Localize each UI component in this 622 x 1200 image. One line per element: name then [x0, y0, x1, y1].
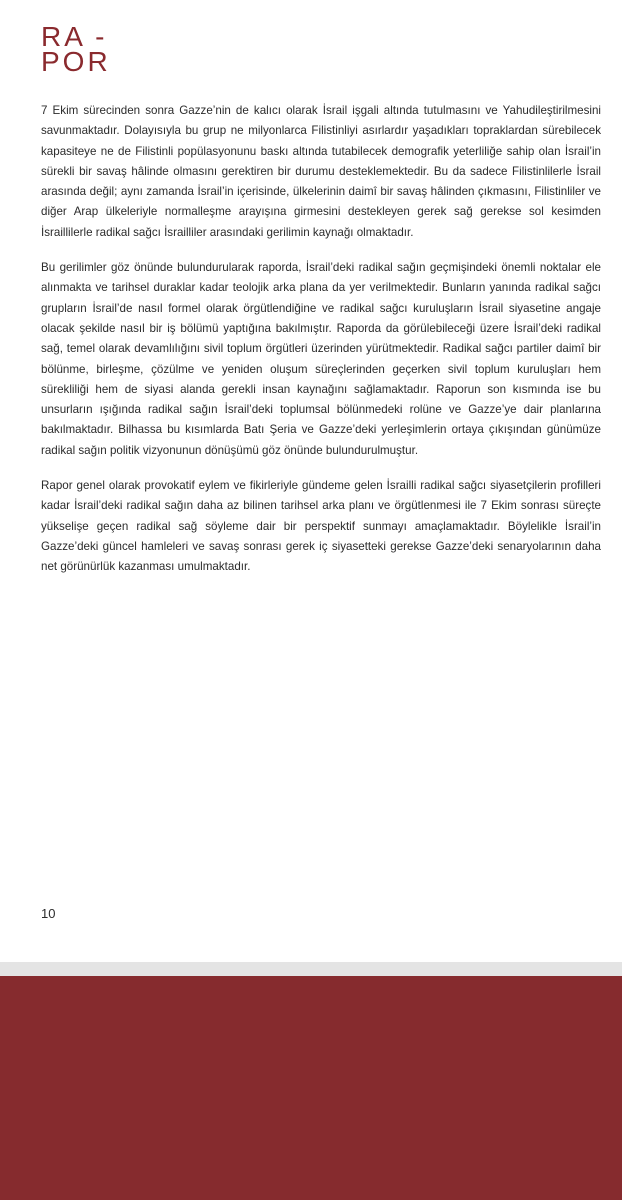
- paragraph-2: Bu gerilimler göz önünde bulundurularak raporda, İsrail’deki radikal sağın geçmişindeki önemli noktalar ele alınmakta ve tarihsel duraklar kadar teolojik arka plana da yer verilmektedir. Bunların yanında radikal sağcı grupların İsrail’de nasıl formel olarak örgütlendiğine ve radikal sağcı kuruluşların İsrail siyasetine angaje olacak şekilde nasıl bir iş bölümü yaptığına bakılmıştır. Raporda da görülebileceği üzere İsrail’deki radikal sağ, temel olarak devamlılığını sivil toplum örgütleri üzerinden yürütmektedir. Radikal sağcı partiler daimî bir bölünme, birleşme, çözülme ve yeniden oluşum süreçlerinden geçerken sivil toplum kuruluşları hem sürekliliği hem de siyasi alanda gerekli insan kaynağını sağlamaktadır. Raporun son kısmında ise bu unsurların ışığında radikal sağın İsrail’deki toplumsal bölünmedeki rolüne ve Gazze’ye dair planlarına bakılmaktadır. Bilhassa bu kısımlarda Batı Şeria ve Gazze’deki yerleşimlerin ortaya çıkışından günümüze radikal sağın politik vizyonunun dönüşümü göz önünde bulundurulmuştur.: [41, 261, 601, 457]
- footer-red-block: [0, 976, 622, 1200]
- rapor-logo: [41, 21, 111, 77]
- body-text: [41, 101, 601, 593]
- paragraph-1: 7 Ekim sürecinden sonra Gazze’nin de kalıcı olarak İsrail işgali altında tutulmasını ve Yahudileştirilmesini savunmaktadır. Dolayısıyla bu grup ne milyonlarca Filistinliyi asırlardır yaşadıkları topraklardan sürebilecek kapasiteye ne de Filistinli popülasyonunu baskı altında tutabilecek demografik yeterliliğe sahip olan İsrail’in sürekli bir savaş hâlinde olmasını gerektiren bir durumu desteklemektedir. Bu da sadece Filistinlilerle İsrail arasında değil; aynı zamanda İsrail’in içerisinde, ülkelerinin daimî bir savaş hâlinden çıkmasını, Filistinliler ve diğer Arap ülkeleriyle normalleşme arayışına girmesini destekleyen gerek sağ gerekse sol kesimden İsraillilerle radikal sağcı İsrailliler arasındaki gerilimin kaynağı olmaktadır.: [41, 104, 601, 239]
- paragraph-3: Rapor genel olarak provokatif eylem ve fikirleriyle gündeme gelen İsrailli radikal sağcı siyasetçilerin profilleri kadar İsrail’deki radikal sağın daha az bilinen tarihsel arka planı ve örgütlenmesi ile 7 Ekim sonrası süreçte yükselişe geçen radikal sağ söyleme dair bir perspektif sunmayı amaçlamaktadır. Böylelikle İsrail’in Gazze’deki güncel hamleleri ve savaş sonrası gerek iç siyasetteki gerekse Gazze’deki senaryolarının daha net görünürlük kazanması umulmaktadır.: [41, 479, 601, 574]
- logo-line-2: POR: [41, 46, 111, 77]
- footer-gray-band: [0, 962, 622, 976]
- logo-line-1: RA -: [41, 21, 108, 52]
- page-number: 10: [41, 906, 56, 921]
